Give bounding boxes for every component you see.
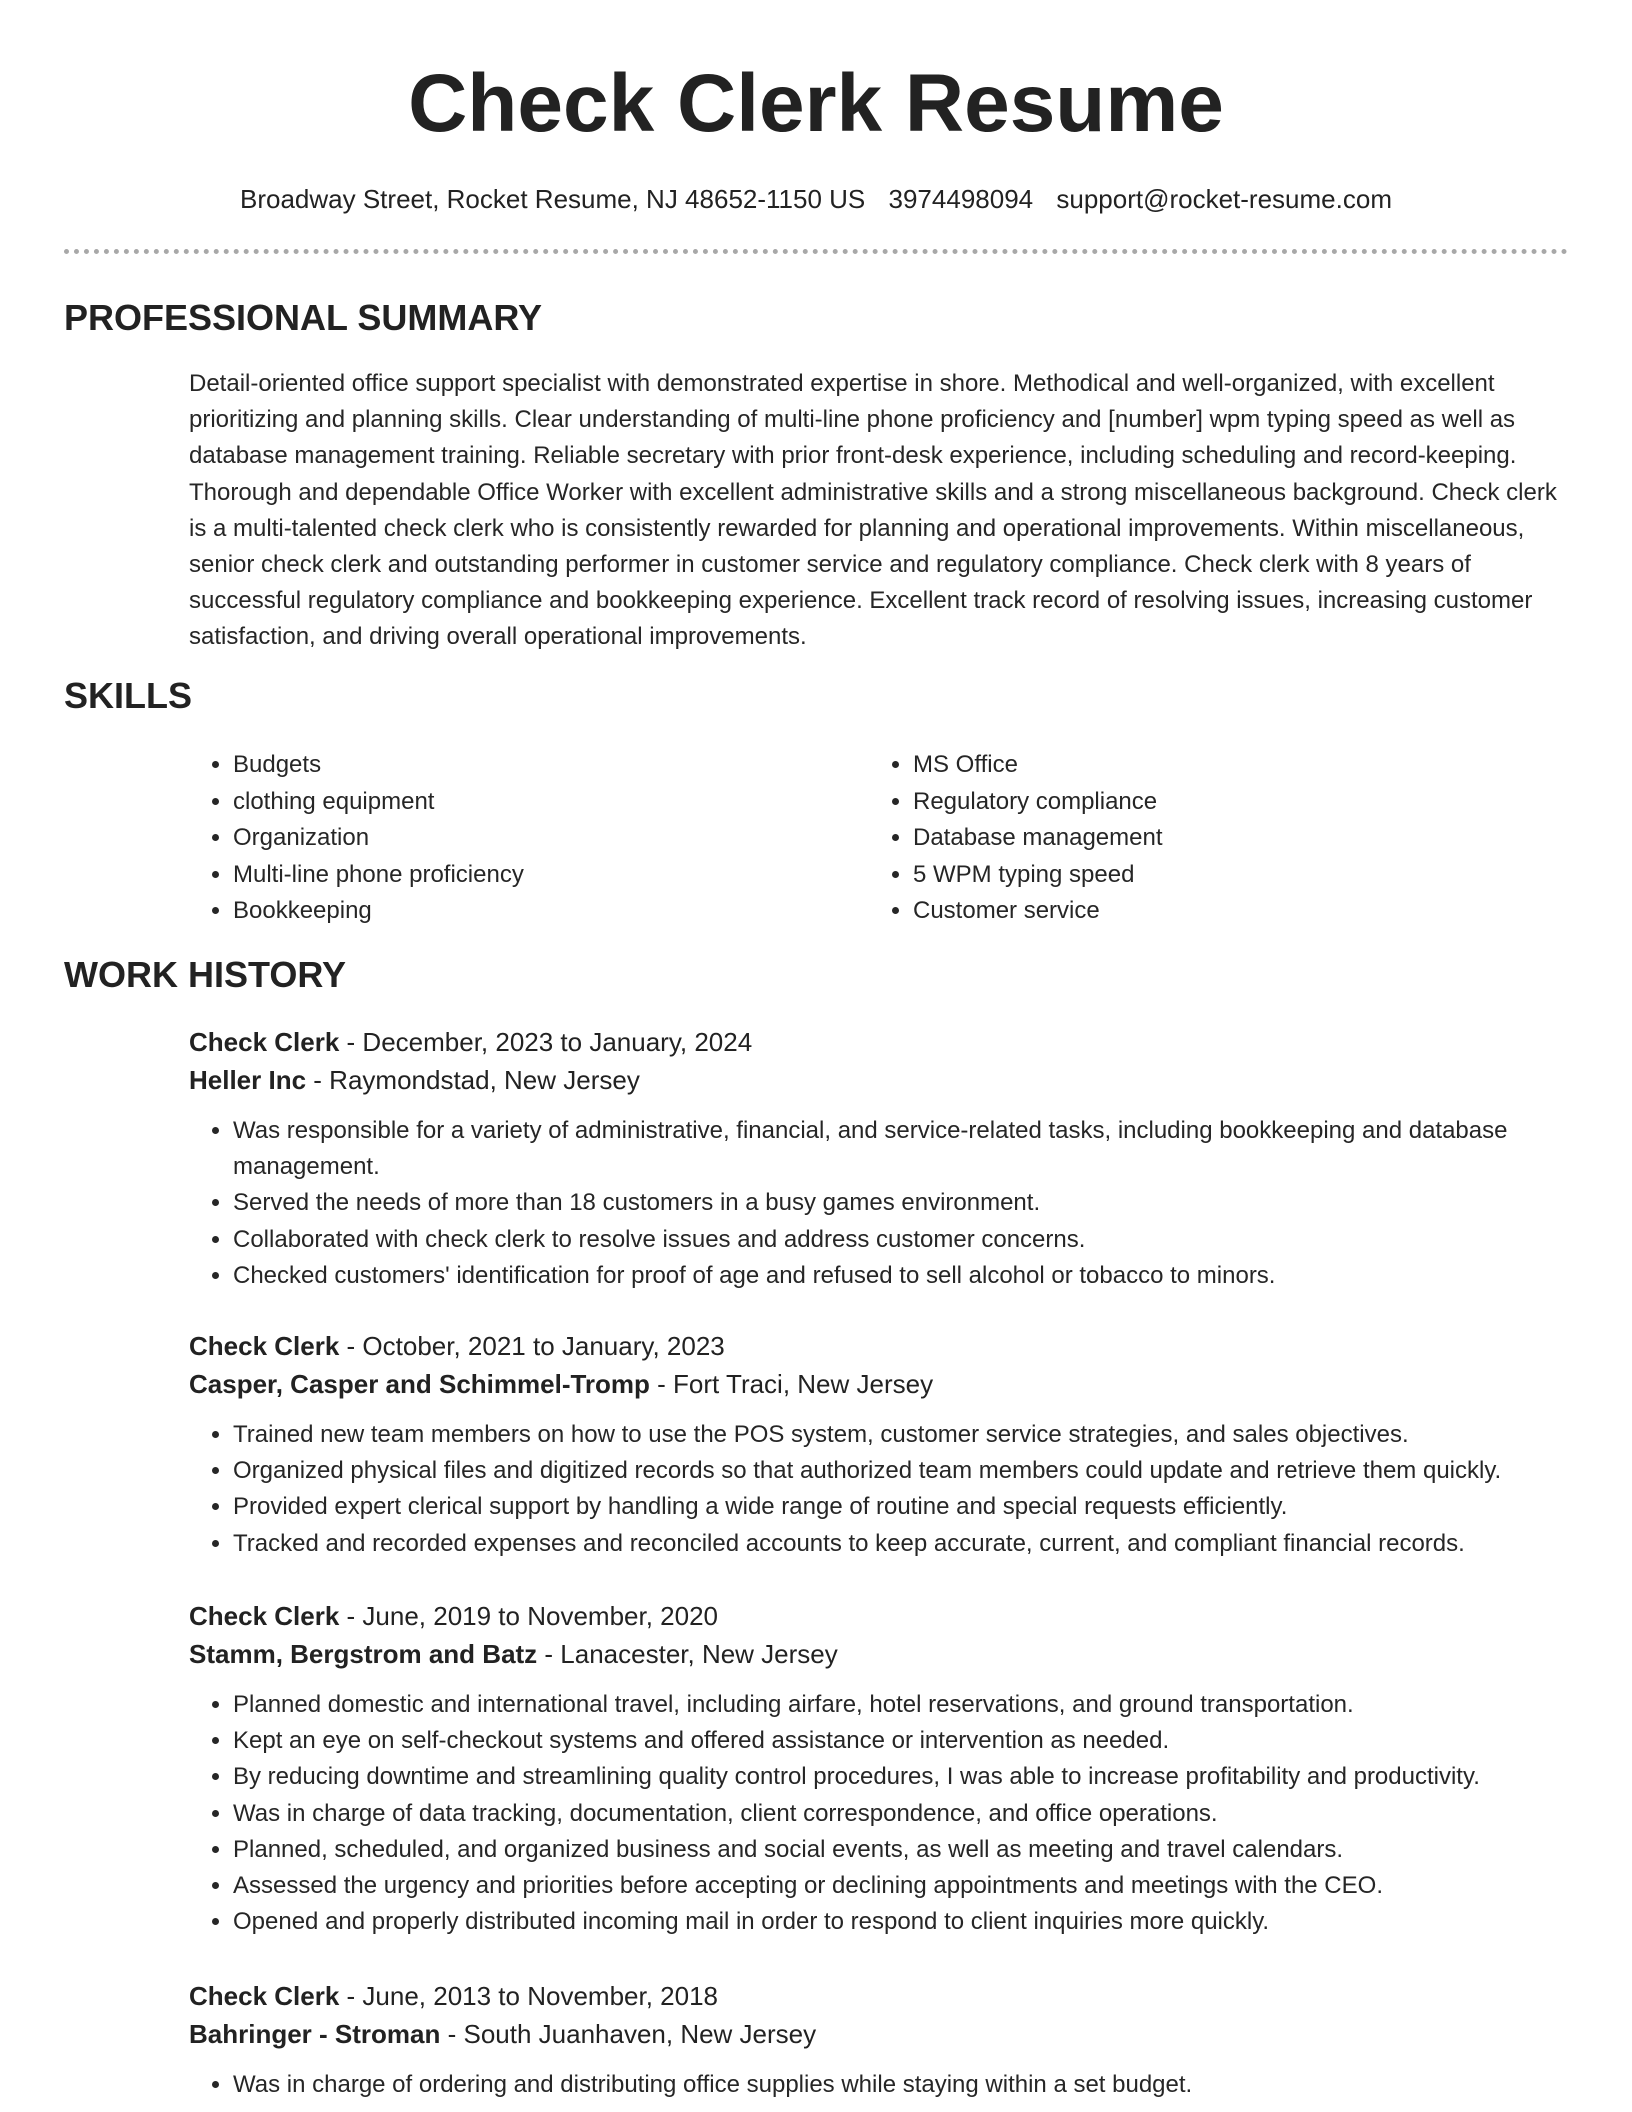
job-dates: - December, 2023 to January, 2024 <box>339 1027 753 1057</box>
job-location: - South Juanhaven, New Jersey <box>440 2019 817 2049</box>
skill-item: • clothing equipment <box>233 784 869 821</box>
skills-heading: SKILLS <box>64 675 193 716</box>
job-location: - Fort Traci, New Jersey <box>649 1369 934 1399</box>
job-company-line <box>189 1365 1569 1403</box>
job-bullet: • Served the needs of more than 18 customers in a busy games environment. <box>233 1185 1569 1221</box>
job-title: Check Clerk <box>189 1027 340 1057</box>
contact-email: support@rocket-resume.com <box>1056 184 1392 214</box>
skill-item: • Regulatory compliance <box>913 784 1553 821</box>
header-divider <box>64 249 1568 254</box>
job-entry <box>189 1023 1569 1294</box>
job-bullet: • Provided expert clerical support by handling a wide range of routine and special requests efficiently. <box>233 1489 1569 1525</box>
skill-item: • Database management <box>913 820 1553 857</box>
job-company-line <box>189 1635 1569 1673</box>
contact-line <box>0 182 1632 216</box>
job-entry <box>189 1597 1569 1940</box>
job-bullets <box>189 1417 1569 1562</box>
contact-address: Broadway Street, Rocket Resume, NJ 48652-1150 US <box>240 184 866 214</box>
job-dates: - June, 2019 to November, 2020 <box>339 1601 719 1631</box>
job-title: Check Clerk <box>189 1331 340 1361</box>
contact-phone: 3974498094 <box>888 184 1034 214</box>
job-bullet: • Checked customers' identification for proof of age and refused to sell alcohol or tobacco to minors. <box>233 1258 1569 1294</box>
skills-column-left <box>189 747 869 930</box>
job-bullet: • Assessed the urgency and priorities before accepting or declining appointments and meetings with the CEO. <box>233 1868 1569 1904</box>
job-title-line <box>189 1023 1569 1061</box>
job-bullets <box>189 2067 1569 2103</box>
job-title-line <box>189 1977 1569 2015</box>
skill-item: • Multi-line phone proficiency <box>233 857 869 894</box>
job-title: Check Clerk <box>189 1981 340 2011</box>
job-bullet: • Was in charge of ordering and distributing office supplies while staying within a set budget. <box>233 2067 1569 2103</box>
job-company-line <box>189 1061 1569 1099</box>
job-bullet: • Trained new team members on how to use the POS system, customer service strategies, and sales objectives. <box>233 1417 1569 1453</box>
work-history-heading: WORK HISTORY <box>64 954 347 995</box>
skill-item: • Bookkeeping <box>233 893 869 930</box>
job-bullet: • Was responsible for a variety of administrative, financial, and service-related tasks, including bookkeeping and database management. <box>233 1113 1569 1185</box>
job-bullet: • By reducing downtime and streamlining quality control procedures, I was able to increase profitability and productivity. <box>233 1759 1569 1795</box>
job-bullet: • Planned, scheduled, and organized business and social events, as well as meeting and travel calendars. <box>233 1832 1569 1868</box>
job-bullet: • Was in charge of data tracking, documentation, client correspondence, and office operations. <box>233 1796 1569 1832</box>
summary-text: Detail-oriented office support specialist with demonstrated expertise in shore. Methodical and well-organized, with excellent prioritizing and planning skills. Clear understanding of multi-line phone proficiency and [number] wpm typing speed as well as database management training. Reliable secretary with prior front-desk experience, including scheduling and record-keeping. Thorough and dependable Office Worker with excellent administrative skills and a strong miscellaneous background. Check clerk is a multi-talented check clerk who is consistently rewarded for planning and operational improvements. Within miscellaneous, senior check clerk and outstanding performer in customer service and regulatory compliance. Check clerk with 8 years of successful regulatory compliance and bookkeeping experience. Excellent track record of resolving issues, increasing customer satisfaction, and driving overall operational improvements. <box>189 370 1557 651</box>
job-title-line <box>189 1327 1569 1365</box>
job-location: - Lanacester, New Jersey <box>537 1639 838 1669</box>
skill-item: • MS Office <box>913 747 1553 784</box>
job-bullet: • Organized physical files and digitized records so that authorized team members could update and retrieve them quickly. <box>233 1453 1569 1489</box>
job-bullet: • Collaborated with check clerk to resolve issues and address customer concerns. <box>233 1222 1569 1258</box>
job-bullets <box>189 1113 1569 1294</box>
job-dates: - October, 2021 to January, 2023 <box>339 1331 725 1361</box>
skill-item: • Organization <box>233 820 869 857</box>
job-company-line <box>189 2015 1569 2053</box>
job-bullet: • Planned domestic and international travel, including airfare, hotel reservations, and ground transportation. <box>233 1687 1569 1723</box>
job-entry <box>189 1327 1569 1562</box>
job-dates: - June, 2013 to November, 2018 <box>339 1981 719 2011</box>
job-bullets <box>189 1687 1569 1940</box>
job-company: Casper, Casper and Schimmel-Tromp <box>189 1369 650 1399</box>
page-title: Check Clerk Resume <box>408 58 1224 149</box>
job-title: Check Clerk <box>189 1601 340 1631</box>
job-bullet: • Tracked and recorded expenses and reconciled accounts to keep accurate, current, and compliant financial records. <box>233 1526 1569 1562</box>
job-company: Stamm, Bergstrom and Batz <box>189 1639 538 1669</box>
skill-item: • Customer service <box>913 893 1553 930</box>
skills-column-right <box>869 747 1553 930</box>
job-company: Heller Inc <box>189 1065 307 1095</box>
job-title-line <box>189 1597 1569 1635</box>
job-location: - Raymondstad, New Jersey <box>306 1065 640 1095</box>
job-bullet: • Opened and properly distributed incoming mail in order to respond to client inquiries more quickly. <box>233 1904 1569 1940</box>
job-company: Bahringer - Stroman <box>189 2019 441 2049</box>
skill-item: • 5 WPM typing speed <box>913 857 1553 894</box>
job-bullet: • Kept an eye on self-checkout systems and offered assistance or intervention as needed. <box>233 1723 1569 1759</box>
skill-item: • Budgets <box>233 747 869 784</box>
summary-heading: PROFESSIONAL SUMMARY <box>64 297 543 338</box>
job-entry <box>189 1977 1569 2103</box>
skills-list <box>189 747 1569 930</box>
